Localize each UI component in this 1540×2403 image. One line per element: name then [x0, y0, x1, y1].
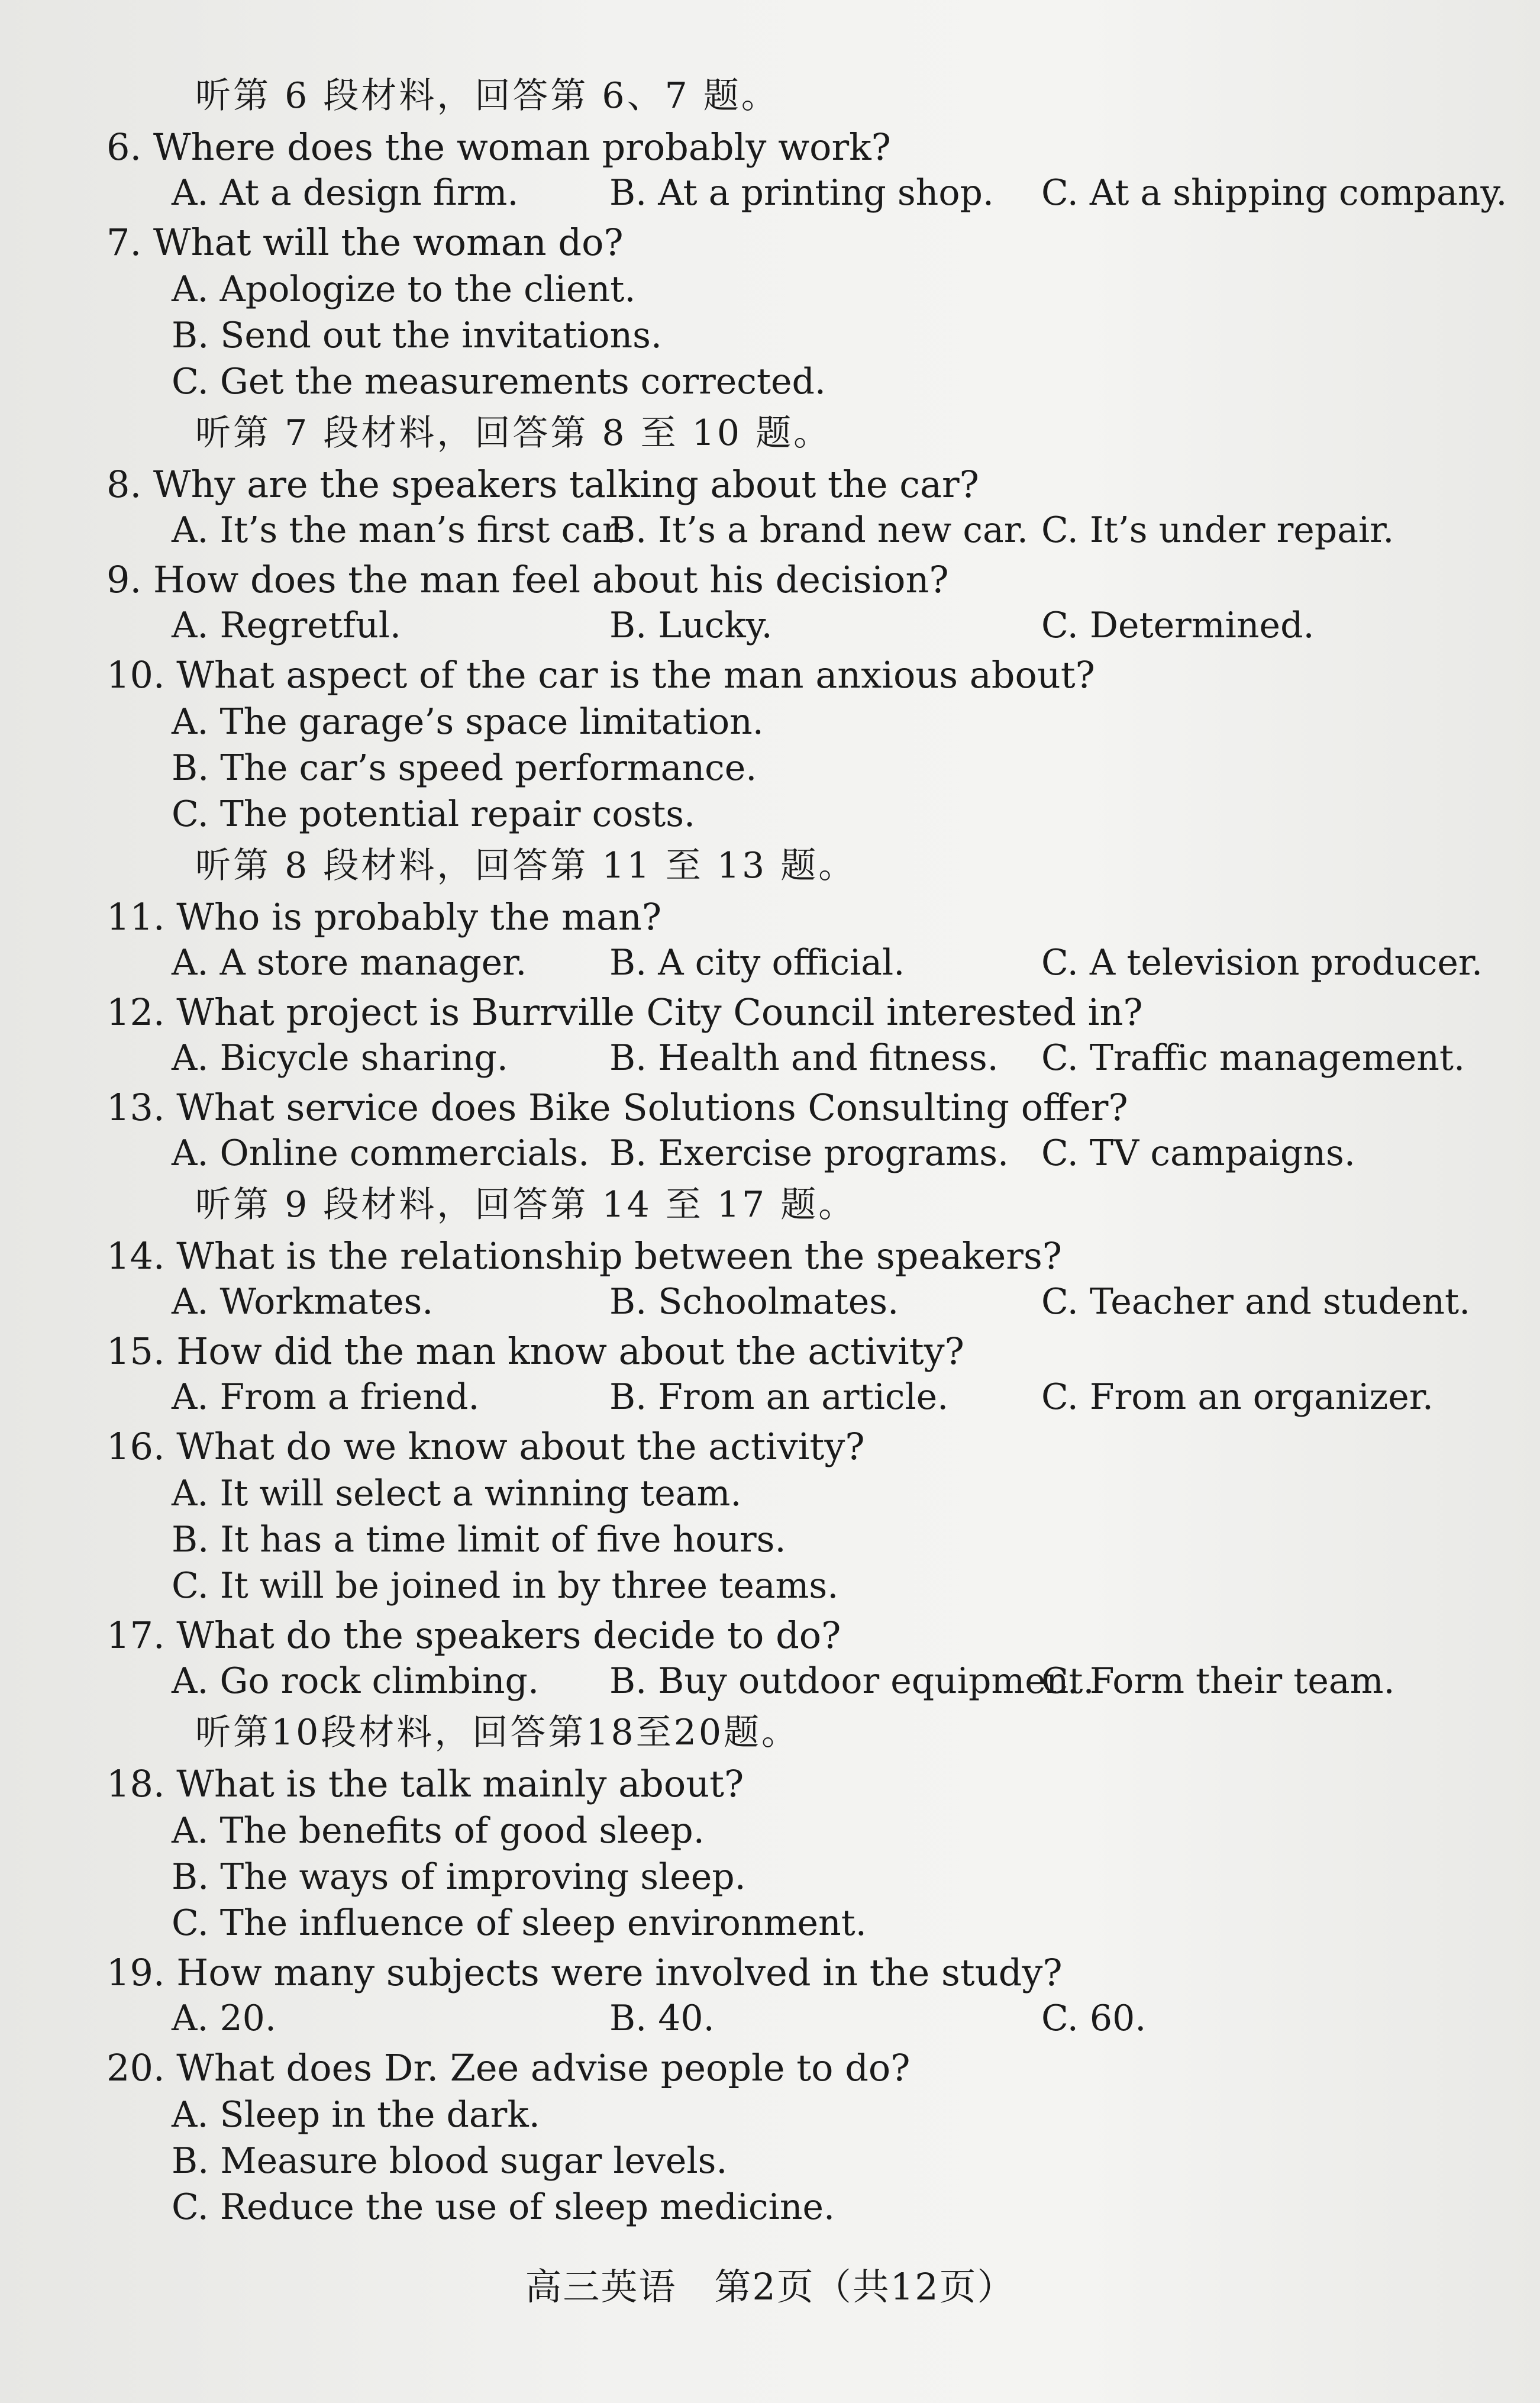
answer-options — [172, 605, 1479, 646]
answer-option: B. Exercise programs. — [609, 1133, 1009, 1174]
answer-option: B. Schoolmates. — [609, 1281, 899, 1323]
question-stem: 18. What is the talk mainly about? — [106, 1762, 744, 1805]
answer-options — [172, 942, 1483, 983]
answer-option: C. Reduce the use of sleep medicine. — [172, 2186, 835, 2228]
answer-option: A. At a design firm. — [172, 172, 519, 214]
answer-option: A. It will select a winning team. — [172, 1473, 742, 1514]
question-stem: 11. Who is probably the man? — [106, 895, 662, 938]
answer-option: B. At a printing shop. — [609, 172, 994, 214]
answer-option: B. Health and fitness. — [609, 1037, 999, 1079]
answer-option: A. Go rock climbing. — [172, 1660, 540, 1702]
answer-options — [172, 701, 1479, 835]
answer-option: B. The ways of improving sleep. — [172, 1856, 746, 1898]
question-stem: 20. What does Dr. Zee advise people to do? — [106, 2046, 911, 2089]
section-heading: 听第 8 段材料，回答第 11 至 13 题。 — [195, 845, 857, 886]
question-stem: 16. What do we know about the activity? — [106, 1425, 865, 1468]
question-stem: 17. What do the speakers decide to do? — [106, 1614, 841, 1657]
answer-option: C. Get the measurements corrected. — [172, 361, 826, 402]
question-stem: 9. How does the man feel about his decision? — [106, 558, 949, 601]
question-stem: 13. What service does Bike Solutions Consulting offer? — [106, 1086, 1128, 1129]
answer-option: C. The potential repair costs. — [172, 794, 696, 835]
answer-options — [172, 172, 1507, 214]
question-stem: 10. What aspect of the car is the man anxious about? — [106, 653, 1095, 696]
answer-options — [172, 1998, 1479, 2039]
question-stem: 7. What will the woman do? — [106, 221, 624, 264]
question-stem: 8. Why are the speakers talking about the car? — [106, 463, 979, 506]
listening-questions — [106, 65, 1507, 2228]
answer-options — [172, 509, 1479, 551]
answer-option: B. From an article. — [609, 1376, 949, 1418]
section-heading: 听第 7 段材料，回答第 8 至 10 题。 — [195, 412, 832, 454]
question-stem: 6. Where does the woman probably work? — [106, 125, 891, 169]
answer-option: B. 40. — [609, 1998, 715, 2039]
answer-option: B. It’s a brand new car. — [609, 509, 1028, 551]
answer-options — [172, 1133, 1479, 1174]
answer-option: A. Online commercials. — [172, 1133, 590, 1174]
answer-option: C. The influence of sleep environment. — [172, 1902, 867, 1944]
answer-option: B. Send out the invitations. — [172, 315, 662, 356]
answer-option: C. 60. — [1041, 1998, 1147, 2039]
answer-option: A. A store manager. — [172, 942, 527, 983]
answer-option: A. Sleep in the dark. — [172, 2094, 540, 2136]
answer-option: A. Regretful. — [172, 605, 401, 646]
answer-option: C. At a shipping company. — [1041, 172, 1507, 214]
answer-option: A. The garage’s space limitation. — [172, 701, 764, 743]
answer-options — [172, 1281, 1479, 1323]
answer-options — [172, 1376, 1479, 1418]
section-heading: 听第10段材料，回答第18至20题。 — [195, 1712, 800, 1753]
answer-options — [172, 1660, 1479, 1702]
answer-option: A. 20. — [172, 1998, 276, 2039]
answer-option: A. Apologize to the client. — [172, 269, 636, 310]
answer-options — [172, 1810, 1479, 1944]
answer-option: A. The benefits of good sleep. — [172, 1810, 705, 1852]
answer-option: C. Teacher and student. — [1041, 1281, 1471, 1323]
answer-option: B. A city official. — [609, 942, 905, 983]
question-stem: 19. How many subjects were involved in the study? — [106, 1951, 1063, 1994]
answer-option: A. Bicycle sharing. — [172, 1037, 508, 1079]
answer-option: B. Buy outdoor equipment. — [609, 1660, 1095, 1702]
answer-option: C. TV campaigns. — [1041, 1133, 1355, 1174]
answer-options — [172, 2094, 1479, 2228]
question-stem: 15. How did the man know about the activity? — [106, 1330, 964, 1373]
section-heading: 听第 9 段材料，回答第 14 至 17 题。 — [195, 1184, 857, 1225]
question-stem: 14. What is the relationship between the speakers? — [106, 1234, 1062, 1278]
answer-option: B. The car’s speed performance. — [172, 747, 757, 789]
question-stem: 12. What project is Burrville City Council interested in? — [106, 991, 1143, 1034]
section-heading: 听第 6 段材料，回答第 6、7 题。 — [195, 75, 779, 117]
answer-option: A. From a friend. — [172, 1376, 480, 1418]
answer-option: C. Traffic management. — [1041, 1037, 1465, 1079]
answer-option: C. Determined. — [1041, 605, 1315, 646]
answer-option: B. Lucky. — [609, 605, 773, 646]
answer-options — [172, 269, 1479, 402]
answer-option: B. Measure blood sugar levels. — [172, 2140, 728, 2182]
answer-option: B. It has a time limit of five hours. — [172, 1519, 786, 1560]
answer-option: C. Form their team. — [1041, 1660, 1395, 1702]
answer-option: C. It’s under repair. — [1041, 509, 1394, 551]
answer-option: C. A television producer. — [1041, 942, 1483, 983]
answer-options — [172, 1473, 1479, 1607]
answer-options — [172, 1037, 1479, 1079]
page-footer: 高三英语 第2页（共12页） — [525, 2265, 1015, 2308]
answer-option: A. Workmates. — [172, 1281, 434, 1323]
answer-option: A. It’s the man’s first car. — [172, 509, 627, 551]
answer-option: C. It will be joined in by three teams. — [172, 1565, 839, 1607]
answer-option: C. From an organizer. — [1041, 1376, 1434, 1418]
